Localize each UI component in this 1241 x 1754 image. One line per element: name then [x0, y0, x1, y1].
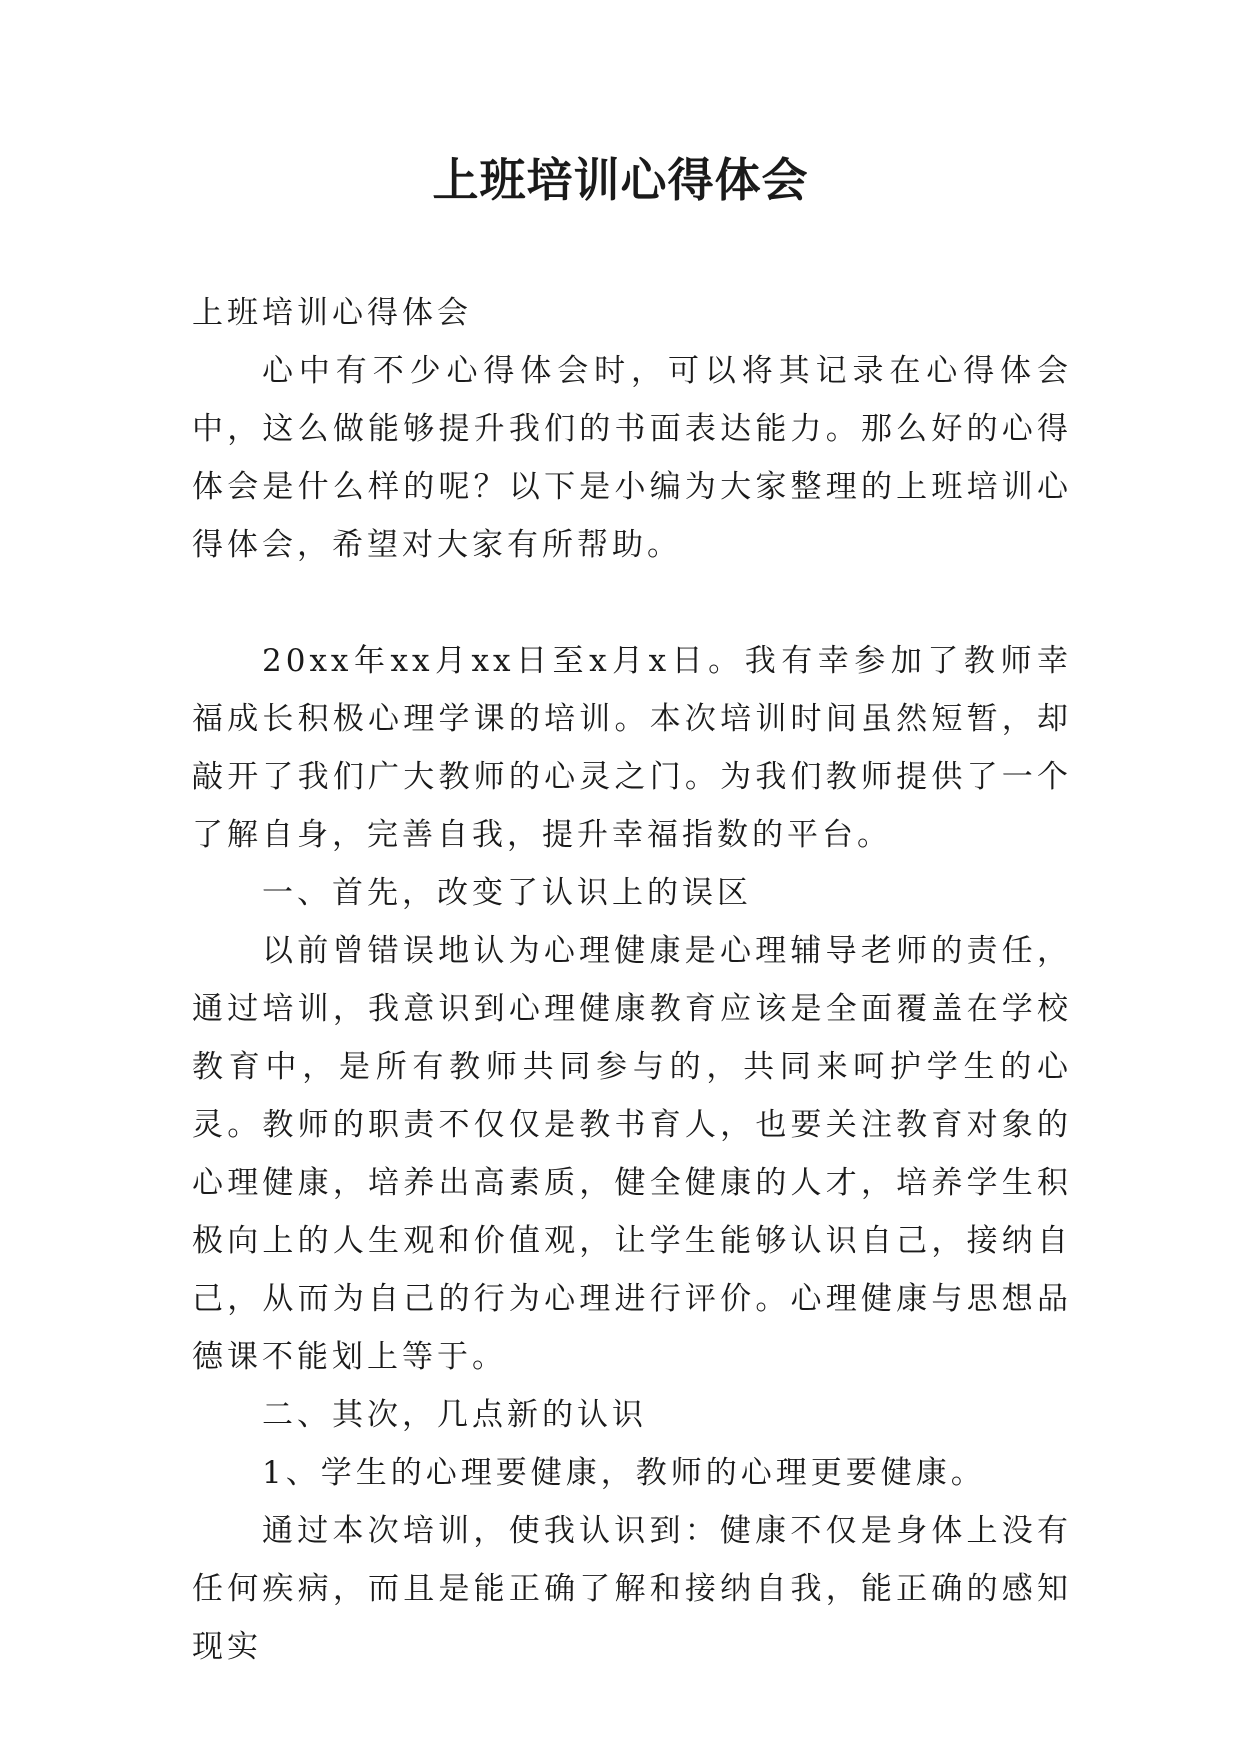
document-title: 上班培训心得体会	[432, 153, 809, 207]
paragraph-gap	[192, 574, 1072, 632]
numbered-point-1: 1、学生的心理要健康，教师的心理更要健康。	[262, 1455, 986, 1491]
section-paragraph-1: 以前曾错误地认为心理健康是心理辅导老师的责任，通过培训，我意识到心理健康教育应该是全面覆盖在学校教育中，是所有教师共同参与的，共同来呵护学生的心灵。教师的职责不仅仅是教书育人，也要关注教育对象的心理健康，培养出高素质，健全健康的人才，培养学生积极向上的人生观和价值观，让学生能够认识自己，接纳自己，从而为自己的行为心理进行评价。心理健康与思想品德课不能划上等于。	[192, 933, 1072, 1375]
document-body	[192, 284, 1072, 1676]
section-heading-1: 一、首先，改变了认识上的误区	[262, 875, 752, 911]
section-paragraph-2: 通过本次培训，使我认识到：健康不仅是身体上没有任何疾病，而且是能正确了解和接纳自我，能正确的感知现实	[192, 1513, 1072, 1665]
body-heading: 上班培训心得体会	[192, 295, 472, 331]
intro-paragraph: 心中有不少心得体会时，可以将其记录在心得体会中，这么做能够提升我们的书面表达能力。那么好的心得体会是什么样的呢？以下是小编为大家整理的上班培训心得体会，希望对大家有所帮助。	[192, 353, 1072, 563]
training-paragraph: 20xx年xx月xx日至x月x日。我有幸参加了教师幸福成长积极心理学课的培训。本次培训时间虽然短暂，却敲开了我们广大教师的心灵之门。为我们教师提供了一个了解自身，完善自我，提升幸福指数的平台。	[192, 643, 1072, 853]
section-heading-2: 二、其次，几点新的认识	[262, 1397, 647, 1433]
